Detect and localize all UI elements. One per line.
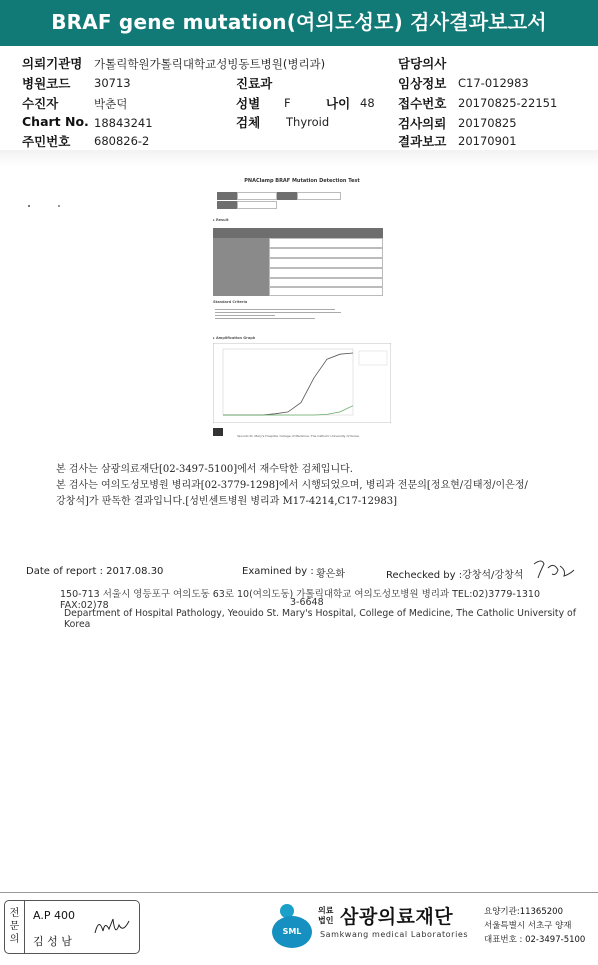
signature-icon xyxy=(530,556,580,582)
amplification-graph xyxy=(213,343,391,423)
code-value: 30713 xyxy=(94,76,131,90)
criteria-heading: Standard Criteria xyxy=(213,300,248,304)
examined-by-name: 황은화 xyxy=(316,569,345,580)
logo-text: SML xyxy=(272,916,312,948)
id-table xyxy=(217,192,341,210)
request-value: 20170825 xyxy=(458,116,517,130)
address-line-1: 150-713 서울시 영등포구 여의도동 63로 10(여의도동) 가톨릭대학교 여의도성모병원 병리과 TEL:02)3779-1310 FAX:02)78 xyxy=(60,589,541,611)
address-line-2: 3-6648 xyxy=(290,597,324,608)
note-line-3: 강창석]가 판독한 결과입니다.[성빈센트병원 병리과 M17-4214,C17-12983] xyxy=(56,496,397,507)
institution-value: 가톨릭학원가톨릭대학교성빙동트병원(병리과) xyxy=(94,57,326,71)
receipt-value: 20170825-22151 xyxy=(458,96,558,110)
rechecked-by: Rechecked by :강창석/강창석 xyxy=(386,570,524,581)
sex-value: F xyxy=(284,96,291,110)
sml-logo xyxy=(268,904,314,950)
institution-label: 의뢰기관명 xyxy=(22,56,83,71)
receipt-label: 접수번호 xyxy=(398,96,447,111)
code-label: 병원코드 xyxy=(22,76,71,91)
request-label: 검사의뢰 xyxy=(398,116,447,131)
report-date-value: 20170901 xyxy=(458,134,517,148)
chart-no-label: Chart No. xyxy=(22,114,89,129)
note-line-1: 본 검사는 삼광의료재단[02-3497-5100]에서 재수탁한 검체입니다. xyxy=(56,464,353,475)
catholic-logo-icon xyxy=(213,428,223,436)
resident-id-label: 주민번호 xyxy=(22,134,71,149)
graph-heading: ▸ Amplification Graph xyxy=(213,336,256,340)
ap-number: A.P 400 xyxy=(33,909,75,922)
department-label: 진료과 xyxy=(236,76,273,91)
specialist-name: 김 성 남 xyxy=(33,935,72,948)
resident-id-value: 680826-2 xyxy=(94,134,150,148)
patient-value: 박춘덕 xyxy=(94,97,128,111)
age-value: 48 xyxy=(360,96,375,110)
institution-number: 요양기관:11365200 xyxy=(484,907,563,917)
org-english-name: Samkwang medical Laboratories xyxy=(320,930,469,939)
scan-speck xyxy=(58,205,60,207)
footer-divider xyxy=(0,892,598,893)
header-shadow xyxy=(0,150,598,166)
clinical-value: C17-012983 xyxy=(458,76,529,90)
clinical-label: 임상정보 xyxy=(398,76,447,91)
org-address: 서울특별시 서초구 양재 xyxy=(484,921,572,931)
report-date: Date of report : 2017.08.30 xyxy=(26,566,164,577)
result-heading: ▸ Result xyxy=(213,218,229,222)
chart-no-value: 18843241 xyxy=(94,116,153,130)
age-label: 나이 xyxy=(326,96,351,111)
report-title: BRAF gene mutation(여의도성모) 검사결과보고서 xyxy=(0,0,598,46)
sex-label: 성별 xyxy=(236,96,261,111)
specialist-stamp-box xyxy=(4,900,140,954)
result-table xyxy=(213,228,383,296)
specimen-label: 검체 xyxy=(236,115,261,130)
department-line: Department of Hospital Pathology, Yeouido St. Mary's Hospital, College of Medicine, The Catholic University of Korea xyxy=(64,608,576,630)
embedded-title: PNAClamp BRAF Mutation Detection Test xyxy=(244,178,360,184)
report-date-label: 결과보고 xyxy=(398,134,447,149)
embedded-hospital-line: Yeouido St. Mary's Hospital, College of Medicine, The Catholic University of Korea xyxy=(237,434,359,438)
org-name: 삼광의료재단 xyxy=(340,906,454,928)
specialist-label: 전문의 xyxy=(5,901,25,953)
patient-label: 수진자 xyxy=(22,96,59,111)
scan-speck xyxy=(28,205,30,207)
examined-by-label: Examined by : xyxy=(242,566,314,577)
specialist-signature-icon xyxy=(91,913,135,943)
org-phone: 대표번호 : 02-3497-5100 xyxy=(484,935,586,945)
org-prefix: 의료법인 xyxy=(318,906,334,925)
embedded-report xyxy=(211,176,393,448)
doctor-label: 담당의사 xyxy=(398,56,447,71)
note-line-2: 본 검사는 여의도성모병원 병리과[02-3779-1298]에서 시행되었으며, 병리과 전문의[정요현/김태정/이은정/ xyxy=(56,480,528,491)
specimen-value: Thyroid xyxy=(286,115,330,129)
criteria-text xyxy=(215,307,345,325)
